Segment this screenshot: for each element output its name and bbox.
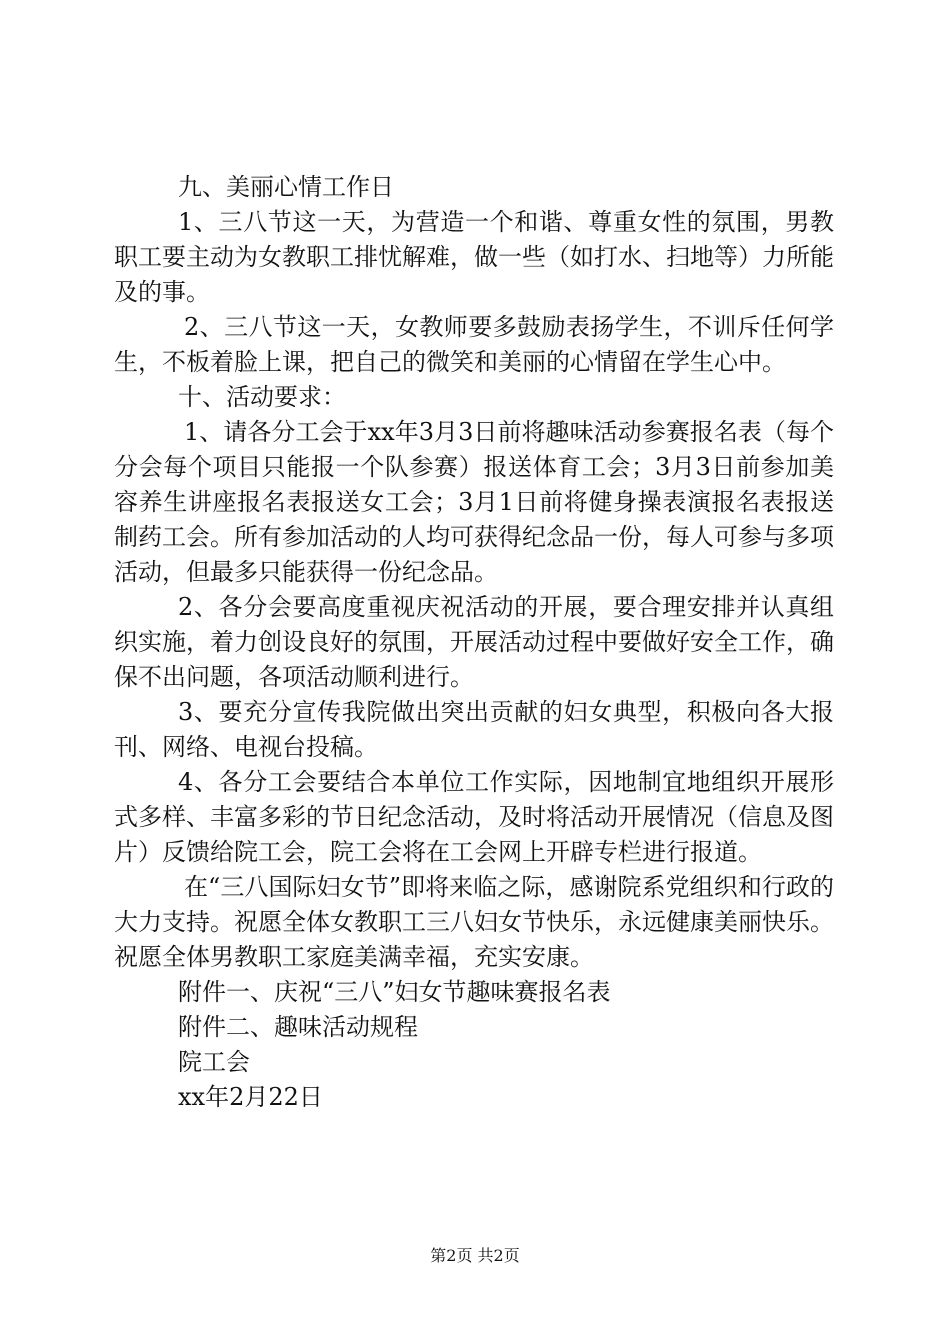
paragraph: 4、各分工会要结合本单位工作实际，因地制宜地组织开展形式多样、丰富多彩的节日纪念活动，及时将活动开展情况（信息及图片）反馈给院工会，院工会将在工会网上开辟专栏进行报道。 bbox=[114, 768, 834, 866]
paragraph: 2、三八节这一天，女教师要多鼓励表扬学生，不训斥任何学生，不板着脸上课，把自己的微笑和美丽的心情留在学生心中。 bbox=[114, 313, 834, 376]
paragraph: 1、三八节这一天，为营造一个和谐、尊重女性的氛围，男教职工要主动为女教职工排忧解难，做一些（如打水、扫地等）力所能及的事。 bbox=[114, 208, 834, 306]
section-heading-nine: 九、美丽心情工作日 bbox=[178, 173, 394, 201]
attachment-line: 附件二、趣味活动规程 bbox=[178, 1013, 418, 1041]
page-number-footer: 第2页 共2页 bbox=[430, 1246, 520, 1265]
signature-date: xx年2月22日 bbox=[178, 1083, 323, 1111]
paragraph: 3、要充分宣传我院做出突出贡献的妇女典型，积极向各大报刊、网络、电视台投稿。 bbox=[114, 698, 834, 761]
paragraph: 1、请各分工会于xx年3月3日前将趣味活动参赛报名表（每个分会每个项目只能报一个队参赛）报送体育工会；3月3日前参加美容养生讲座报名表报送女工会；3月1日前将健身操表演报名表报送制药工会。所有参加活动的人均可获得纪念品一份，每人可参与多项活动，但最多只能获得一份纪念品。 bbox=[114, 418, 834, 586]
paragraph: 2、各分会要高度重视庆祝活动的开展，要合理安排并认真组织实施，着力创设良好的氛围，开展活动过程中要做好安全工作，确保不出问题，各项活动顺利进行。 bbox=[114, 593, 834, 691]
attachment-line: 附件一、庆祝“三八”妇女节趣味赛报名表 bbox=[178, 978, 611, 1006]
signature-org: 院工会 bbox=[178, 1048, 250, 1076]
paragraph: 在“三八国际妇女节”即将来临之际，感谢院系党组织和行政的大力支持。祝愿全体女教职工三八妇女节快乐，永远健康美丽快乐。祝愿全体男教职工家庭美满幸福，充实安康。 bbox=[114, 873, 834, 971]
document-body bbox=[114, 170, 834, 1115]
section-heading-ten: 十、活动要求： bbox=[178, 383, 346, 411]
